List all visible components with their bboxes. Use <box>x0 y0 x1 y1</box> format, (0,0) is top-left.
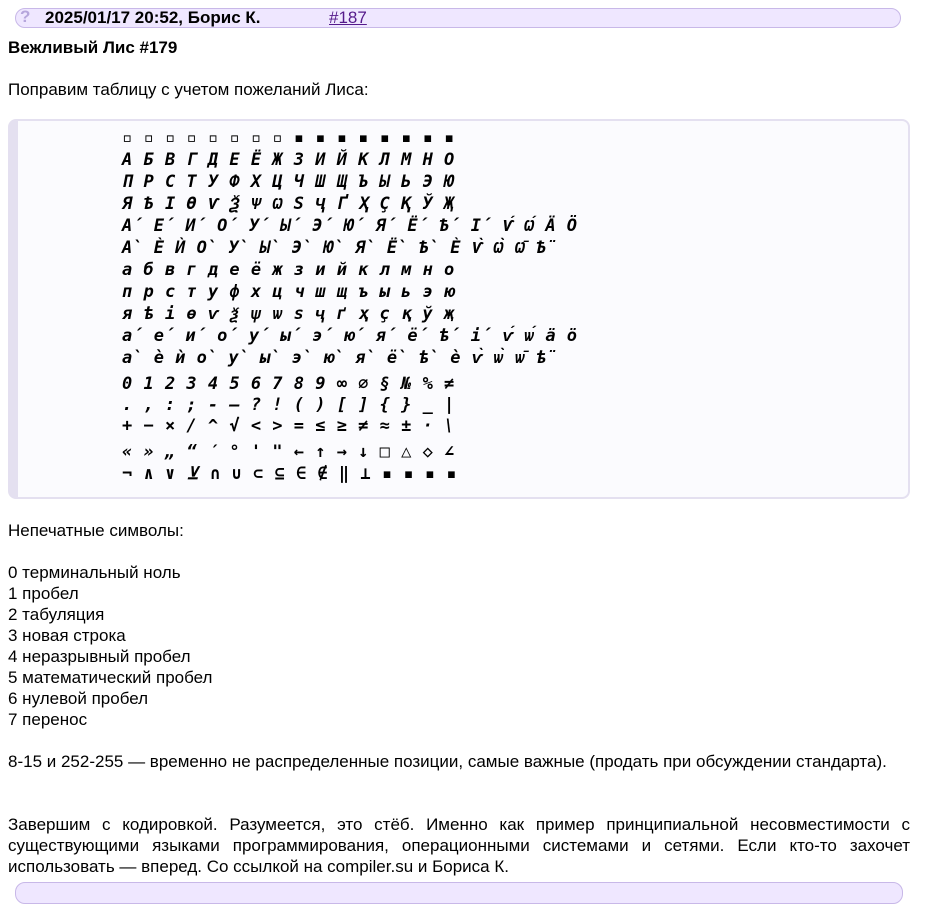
post-meta <box>45 9 260 27</box>
closing-paragraph: Завершим с кодировкой. Разумеется, это стёб. Именно как пример принципиальной несовместимости с существующими языками программирования, операционными системами и сетями. Если кто-то захочет использовать — вперед. Со ссылкой на compiler.su и Бориса К. <box>8 815 910 876</box>
nonprint-list <box>8 562 910 730</box>
post-number-link[interactable]: #187 <box>329 8 367 27</box>
list-item: 7 перенос <box>8 710 88 729</box>
code-line: ¬ ∧ ∨ ⊻ ∩ ∪ ⊂ ⊆ ∈ ∉ ‖ ⊥ ▪ ▪ ▪ ▪ <box>122 464 457 484</box>
code-line: я ѣ і ѳ ѵ ѯ ѱ ѡ ѕ ҷ ґ ҳ ҫ қ ў җ <box>122 304 455 324</box>
code-line: Я Ѣ І Ѳ Ѵ Ѯ Ѱ Ѡ Ѕ Ҷ Ґ Ҳ Ҫ Қ Ў Җ <box>122 194 455 214</box>
code-line: а́ е́ и́ о́ у́ ы́ э́ ю́ я́ ё́ ѣ́ і́ ѵ́ ѡ́ ä ö <box>122 326 578 346</box>
code-line: А́ Е́ И́ О́ У́ Ы́ Э́ Ю́ Я́ Ё́ Ѣ́ І́ Ѵ́ Ѡ́ Ä Ö <box>122 216 578 236</box>
list-item: 6 нулевой пробел <box>8 689 149 708</box>
code-line: А̀ È Ѝ О̀ У̀ Ы̀ Э̀ Ю̀ Я̀ Ё̀ Ѣ̀ Ѐ Ѵ̀ Ѡ̀ Ѡ̄ Ѣ̈ <box>122 238 558 258</box>
list-item: 3 новая строка <box>8 626 126 645</box>
code-line: 0 1 2 3 4 5 6 7 8 9 ∞ ∅ § № % ≠ <box>122 374 455 394</box>
list-item: 5 математический пробел <box>8 668 213 687</box>
post-datetime: 2025/01/17 20:52 <box>45 8 179 27</box>
reserved-paragraph: 8-15 и 252-255 — временно не распределенные позиции, самые важные (продать при обсуждении стандарта). <box>8 752 887 771</box>
code-line: « » „ “ ′ ° ' " ← ↑ → ↓ □ △ ◇ ∠ <box>122 442 455 462</box>
list-item: 2 табуляция <box>8 605 105 624</box>
nonprint-title: Непечатные символы: <box>8 521 184 540</box>
code-line: п р с т у ф х ц ч ш щ ъ ы ь э ю <box>122 282 455 302</box>
list-item: 1 пробел <box>8 584 79 603</box>
list-item: 0 терминальный ноль <box>8 563 181 582</box>
question-icon[interactable]: ? <box>20 7 31 26</box>
code-block <box>8 119 910 499</box>
code-line: + − × / ^ √ < > = ≤ ≥ ≠ ≈ ± · \ <box>122 416 455 436</box>
reply-reference[interactable]: Вежливый Лис #179 <box>8 38 178 57</box>
code-line: . , : ; - — ? ! ( ) [ ] { } _ | <box>122 395 455 415</box>
next-post-header <box>15 882 903 904</box>
post-header <box>15 8 901 28</box>
code-line: а б в г д е ё ж з и й к л м н о <box>122 260 455 280</box>
code-line: А Б В Г Д Е Ё Ж З И Й К Л М Н О <box>122 150 455 170</box>
code-line: а̀ è ѝ о̀ у̀ ы̀ э̀ ю̀ я̀ ё̀ ѣ̀ ѐ ѵ̀ ѡ̀ ѡ̄ ѣ̈ <box>122 348 558 368</box>
meta-separator: , <box>178 8 188 27</box>
code-line: П Р С Т У Ф Х Ц Ч Ш Щ Ъ Ы Ь Э Ю <box>122 172 455 192</box>
list-item: 4 неразрывный пробел <box>8 647 191 666</box>
code-line: ▫ ▫ ▫ ▫ ▫ ▫ ▫ ▫ ▪ ▪ ▪ ▪ ▪ ▪ ▪ ▪ <box>122 128 455 148</box>
post-author[interactable]: Борис К. <box>187 8 261 27</box>
encoding-table <box>122 127 578 485</box>
intro-text: Поправим таблицу с учетом пожеланий Лиса: <box>8 80 369 99</box>
